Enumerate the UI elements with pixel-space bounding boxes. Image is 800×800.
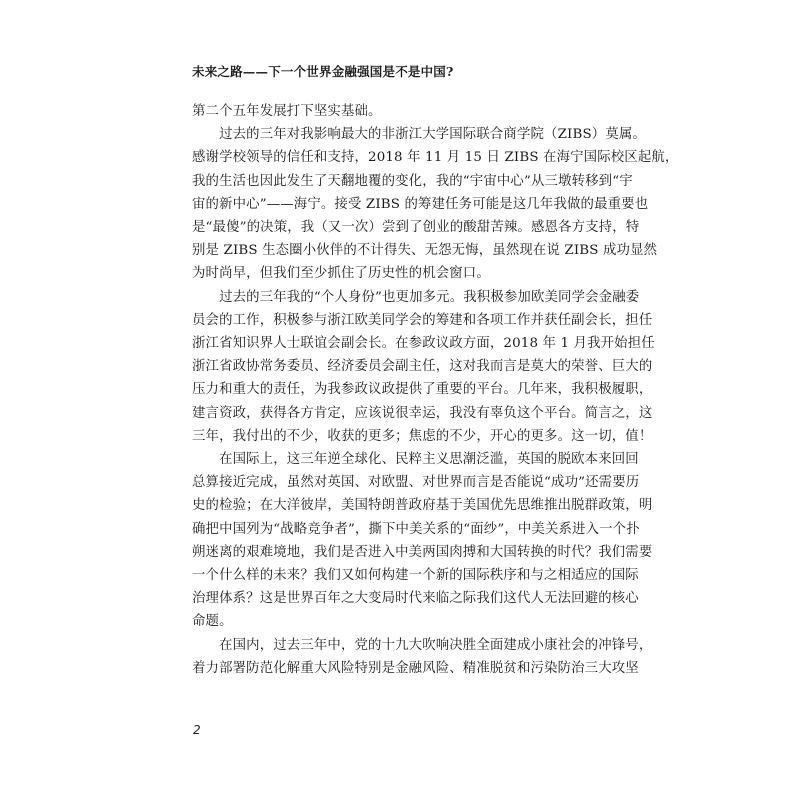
text-line: 一个什么样的未来？我们又如何构建一个新的国际秩序和与之相适应的国际 <box>192 568 639 584</box>
body-text <box>192 100 679 680</box>
text-line: 过去的三年对我影响最大的非浙江大学国际联合商学院（ZIBS）莫属。 <box>192 127 646 143</box>
text-line: 是“最傻”的决策，我（又一次）尝到了创业的酸甜苦辣。感恩各方支持，特 <box>192 220 640 236</box>
text-line: 别是 ZIBS 生态圈小伙伴的不计得失、无怨无悔，虽然现在说 ZIBS 成功显然 <box>192 243 658 259</box>
text-line: 命题。 <box>192 614 233 630</box>
text-line: 在国内，过去三年中，党的十九大吹响决胜全面建成小康社会的冲锋号， <box>192 637 653 653</box>
text-line: 史的检验；在大洋彼岸，美国特朗普政府基于美国优先思维推出脱群政策，明 <box>192 498 653 514</box>
text-line: 着力部署防范化解重大风险特别是金融风险、精准脱贫和污染防治三大攻坚 <box>192 660 639 676</box>
text-line: 第二个五年发展打下坚实基础。 <box>192 104 382 119</box>
text-line: 治理体系？这是世界百年之大变局时代来临之际我们这代人无法回避的核心 <box>192 591 639 607</box>
text-line: 感谢学校领导的信任和支持，2018 年 11 月 15 日 ZIBS 在海宁国际校区起航， <box>192 150 679 166</box>
page-number: 2 <box>193 723 201 737</box>
text-line: 三年，我付出的不少，收获的更多；焦虑的不少，开心的更多。这一切，值！ <box>192 428 653 444</box>
text-line: 我的生活也因此发生了天翻地覆的变化，我的“宇宙中心”从三墩转移到“宇 <box>192 173 633 189</box>
text-line: 朔迷离的艰难境地，我们是否进入中美两国肉搏和大国转换的时代？我们需要 <box>192 544 653 560</box>
text-line: 浙江省政协常务委员、经济委员会副主任，这对我而言是莫大的荣誉、巨大的 <box>192 359 653 375</box>
text-line: 总算接近完成，虽然对英国、对欧盟、对世界而言是否能说“成功”还需要历 <box>192 475 640 491</box>
running-header-title: 未来之路——下一个世界金融强国是不是中国? <box>192 64 454 79</box>
text-line: 建言资政，获得各方肯定，应该说很幸运，我没有辜负这个平台。简言之，这 <box>192 405 653 421</box>
text-line: 在国际上，这三年逆全球化、民粹主义思潮泛滥，英国的脱欧本来回回 <box>192 452 639 468</box>
text-line: 确把中国列为“战略竞争者”，撕下中美关系的“面纱”，中美关系进入一个扑 <box>192 521 640 537</box>
text-line: 为时尚早，但我们至少抓住了历史性的机会窗口。 <box>192 266 490 282</box>
text-line: 浙江省知识界人士联谊会副会长。在参政议政方面，2018 年 1 月我开始担任 <box>192 336 655 352</box>
text-line: 压力和重大的责任，为我参政议政提供了重要的平台。几年来，我积极履职， <box>192 382 653 398</box>
text-line: 员会的工作，积极参与浙江欧美同学会的筹建和各项工作并获任副会长，担任 <box>192 312 653 328</box>
text-line: 过去的三年我的“个人身份”也更加多元。我积极参加欧美同学会金融委 <box>192 289 640 305</box>
text-line: 宙的新中心”——海宁。接受 ZIBS 的筹建任务可能是这几年我做的最重要也 <box>192 196 649 212</box>
